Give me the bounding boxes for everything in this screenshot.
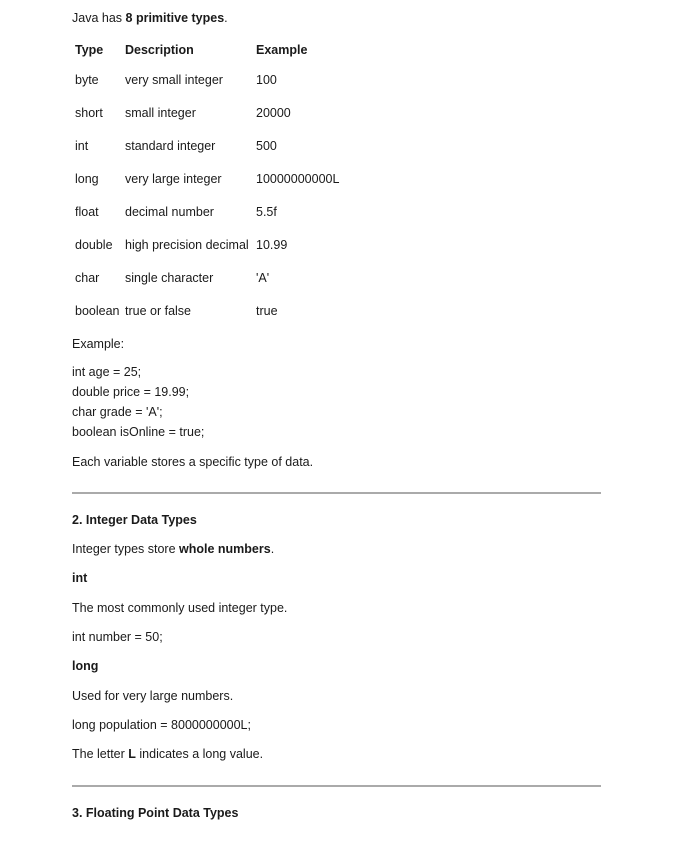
cell-description: true or false [125, 303, 192, 318]
example-label: Example: [72, 337, 125, 351]
header-description: Description [125, 43, 194, 57]
long-heading: long [72, 659, 99, 673]
cell-type: int [75, 138, 89, 153]
table-header-row [72, 37, 376, 63]
cell-description: small integer [125, 105, 196, 120]
cell-example: 20000 [256, 105, 291, 120]
header-type: Type [75, 43, 104, 57]
table-row [72, 96, 376, 129]
cell-type: byte [75, 72, 99, 87]
cell-type: short [75, 105, 103, 120]
section2-intro-bold: whole numbers [179, 542, 271, 556]
section2-intro [72, 541, 274, 557]
cell-example: 10.99 [256, 237, 288, 252]
header-example: Example [256, 43, 308, 57]
long-note [72, 746, 263, 762]
int-description: The most commonly used integer type. [72, 601, 288, 615]
example-note: Each variable stores a specific type of data. [72, 455, 314, 469]
long-note-bold: L [128, 747, 136, 761]
code-line: boolean isOnline = true; [72, 425, 205, 439]
cell-type: char [75, 270, 100, 285]
table-row [72, 261, 376, 294]
long-code: long population = 8000000000L; [72, 718, 251, 732]
cell-description: high precision decimal [125, 237, 249, 252]
primitive-types-table [72, 37, 376, 327]
intro-prefix: Java has [72, 11, 126, 25]
example-code-block [72, 362, 204, 442]
intro-paragraph [72, 10, 228, 26]
table-row [72, 228, 376, 261]
long-description: Used for very large numbers. [72, 689, 234, 703]
code-line: int age = 25; [72, 365, 142, 379]
cell-description: very small integer [125, 72, 223, 87]
cell-type: boolean [75, 303, 120, 318]
cell-description: very large integer [125, 171, 222, 186]
cell-example: true [256, 303, 278, 318]
section-divider [72, 785, 601, 787]
long-note-suffix: indicates a long value. [135, 747, 264, 761]
table-row [72, 63, 376, 96]
int-code: int number = 50; [72, 630, 163, 644]
code-line: char grade = 'A'; [72, 405, 163, 419]
int-heading: int [72, 571, 88, 585]
section2-intro-suffix: . [270, 542, 275, 556]
table-row [72, 162, 376, 195]
cell-description: standard integer [125, 138, 216, 153]
long-note-prefix: The letter [72, 747, 129, 761]
cell-type: long [75, 171, 99, 186]
table-row [72, 294, 376, 327]
section3-heading: 3. Floating Point Data Types [72, 806, 239, 820]
cell-example: 10000000000L [256, 171, 340, 186]
cell-example: 100 [256, 72, 277, 87]
code-line: double price = 19.99; [72, 385, 190, 399]
cell-type: float [75, 204, 99, 219]
intro-suffix: . [224, 11, 228, 25]
cell-type: double [75, 237, 113, 252]
cell-description: decimal number [125, 204, 214, 219]
cell-example: 'A' [256, 270, 270, 285]
section2-heading: 2. Integer Data Types [72, 513, 197, 527]
table-row [72, 129, 376, 162]
section2-intro-prefix: Integer types store [72, 542, 180, 556]
section-divider [72, 492, 601, 494]
cell-example: 500 [256, 138, 277, 153]
table-row [72, 195, 376, 228]
cell-description: single character [125, 270, 214, 285]
intro-bold: 8 primitive types [125, 11, 225, 25]
cell-example: 5.5f [256, 204, 277, 219]
